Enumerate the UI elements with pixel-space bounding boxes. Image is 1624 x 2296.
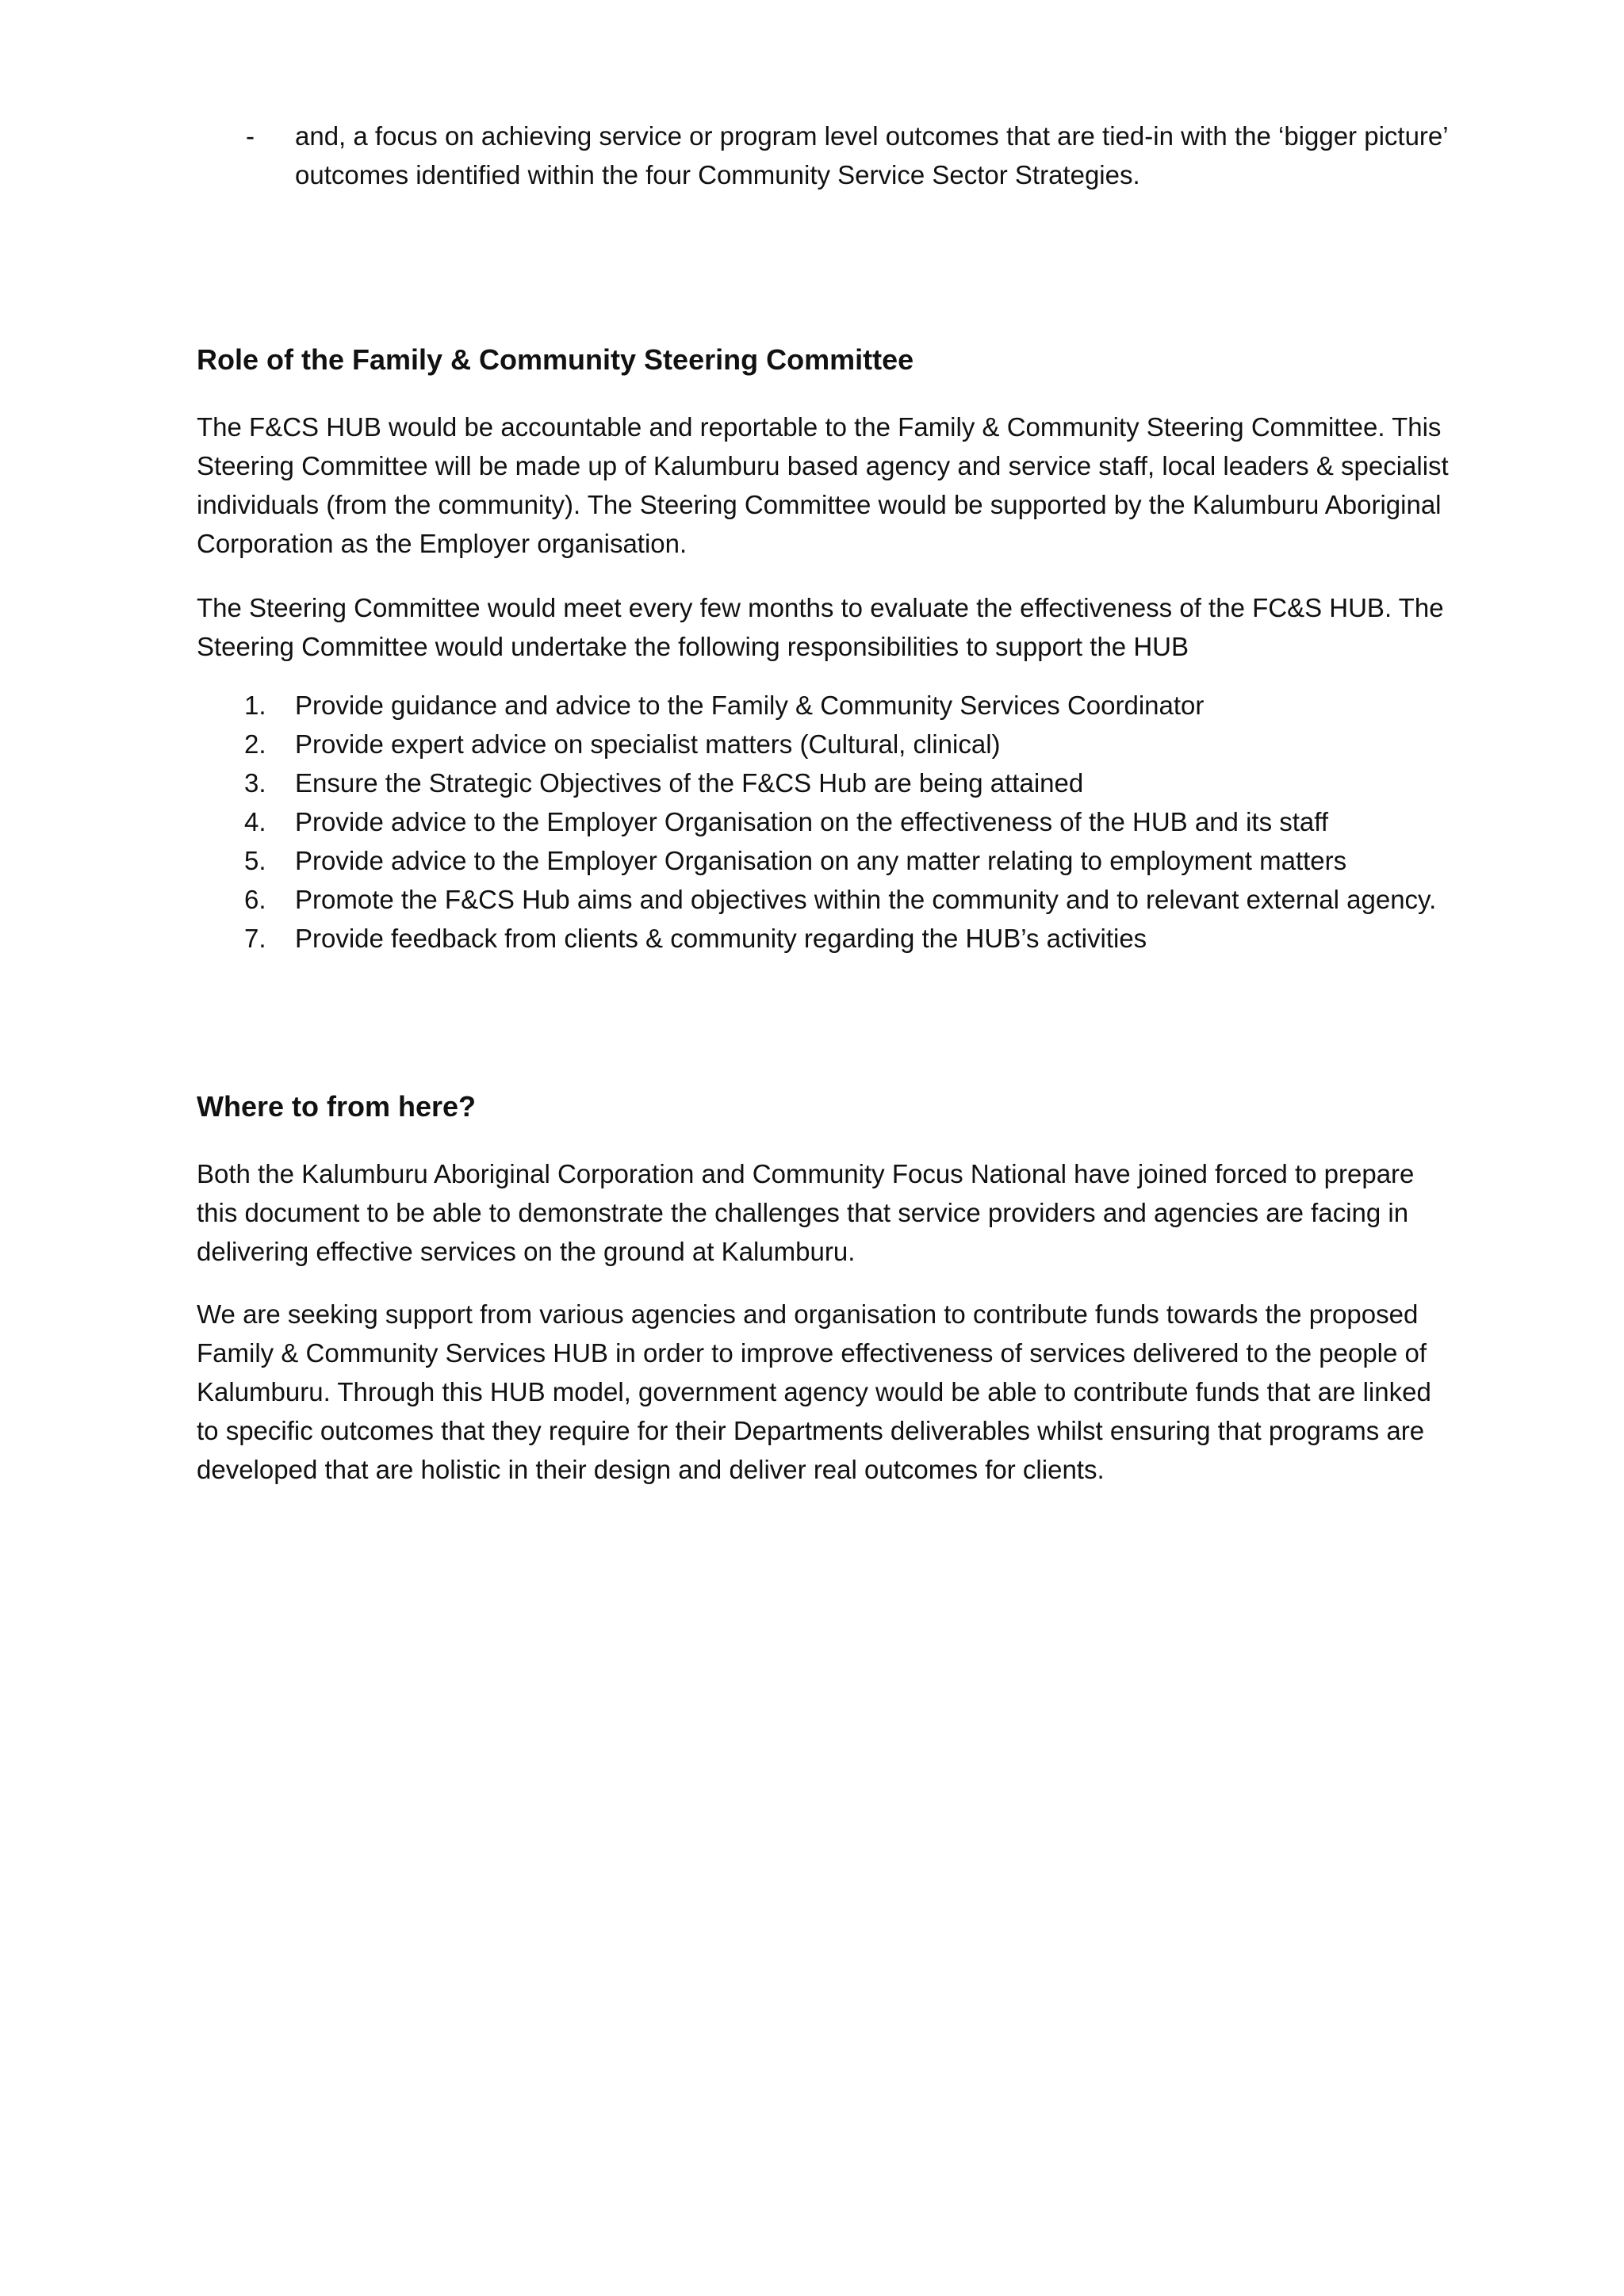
intro-bullet-text: and, a focus on achieving service or program level outcomes that are tied-in with the ‘bigger picture’ outcomes identified within the four Community Service Sector Strategies. <box>295 121 1448 189</box>
section-heading-where-to: Where to from here? <box>197 1090 477 1123</box>
list-item-text: Provide feedback from clients & community regarding the HUB’s activities <box>295 924 1147 953</box>
list-item-text: Ensure the Strategic Objectives of the F&CS Hub are being attained <box>295 768 1084 798</box>
list-item <box>197 841 1450 880</box>
responsibilities-list <box>197 686 1450 958</box>
list-item <box>197 802 1450 841</box>
list-item-text: Provide advice to the Employer Organisation on any matter relating to employment matters <box>295 846 1347 875</box>
where-to-paragraph-1: Both the Kalumburu Aboriginal Corporation and Community Focus National have joined forced to prepare this document to be able to demonstrate the challenges that service providers and agencies are facing in delivering effective services on the ground at Kalumburu. <box>197 1159 1415 1266</box>
list-item-text: Promote the F&CS Hub aims and objectives within the community and to relevant external agency. <box>295 885 1437 914</box>
list-item <box>197 919 1450 958</box>
list-item-number: 3. <box>244 768 266 798</box>
list-item-number: 7. <box>244 924 266 953</box>
list-item-text: Provide expert advice on specialist matters (Cultural, clinical) <box>295 729 1001 759</box>
list-item <box>197 763 1450 802</box>
dash-marker: - <box>246 121 255 151</box>
list-item-text: Provide advice to the Employer Organisation on the effectiveness of the HUB and its staff <box>295 807 1329 836</box>
list-item <box>197 880 1450 919</box>
list-item <box>197 725 1450 763</box>
steering-committee-paragraph-2: The Steering Committee would meet every few months to evaluate the effectiveness of the FC&S HUB. The Steering Committee would undertake the following responsibilities to support the HUB <box>197 593 1444 661</box>
steering-committee-paragraph-1: The F&CS HUB would be accountable and reportable to the Family & Community Steering Committee. This Steering Committee will be made up of Kalumburu based agency and service staff, local leaders & specialist individuals (from the community). The Steering Committee would be supported by the Kalumburu Aboriginal Corporation as the Employer organisation. <box>197 412 1449 558</box>
list-item <box>197 686 1450 725</box>
list-item-number: 4. <box>244 807 266 836</box>
section-heading-steering-committee: Role of the Family & Community Steering Committee <box>197 343 914 376</box>
list-item-number: 2. <box>244 729 266 759</box>
list-item-number: 1. <box>244 691 266 720</box>
where-to-paragraph-2: We are seeking support from various agencies and organisation to contribute funds towards the proposed Family & Community Services HUB in order to improve effectiveness of services delivered to the people of Kalumburu. Through this HUB model, government agency would be able to contribute funds that are linked to specific outcomes that they require for their Departments deliverables whilst ensuring that programs are developed that are holistic in their design and deliver real outcomes for clients. <box>197 1299 1431 1484</box>
list-item-text: Provide guidance and advice to the Family & Community Services Coordinator <box>295 691 1205 720</box>
list-item-number: 5. <box>244 846 266 875</box>
list-item-number: 6. <box>244 885 266 914</box>
